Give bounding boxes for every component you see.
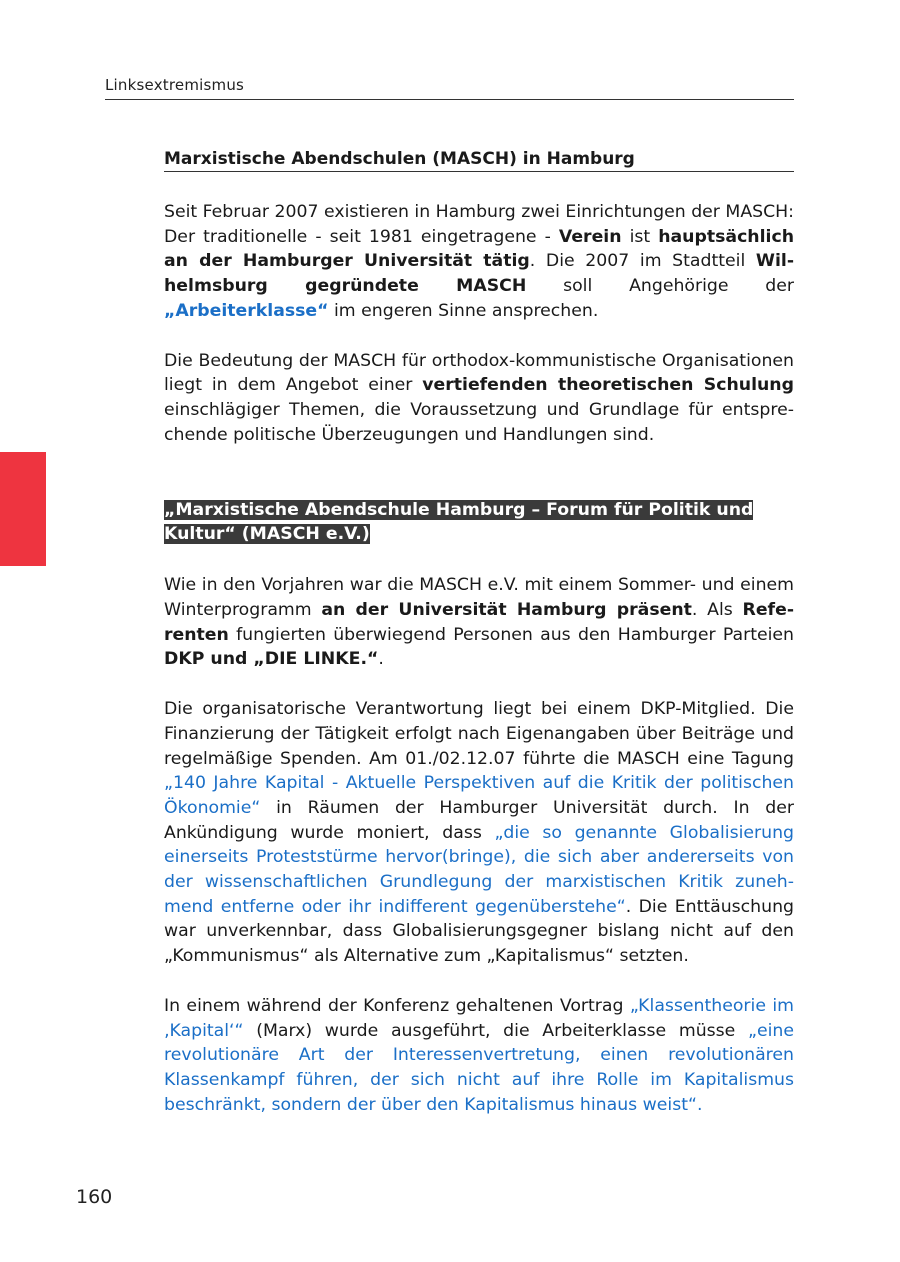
text-run: in Räumen der Hamburger Universität durch. In der Ankündigung wurde moniert, dass [164, 797, 794, 843]
running-header: Linksextremismus [105, 76, 794, 100]
text-run: . Als [691, 600, 743, 621]
bold-run: Wilhelmsburg gegründete MASCH [164, 251, 794, 297]
bold-run: DKP und „DIE LINKE.“ [164, 649, 379, 670]
text-run: Wie in den Vorjahren war die MASCH e.V. mit einem Sommer- und einem Winterprogramm [164, 575, 794, 621]
text-run: . Die 2007 im Stadtteil [529, 251, 756, 272]
text-run: . [378, 649, 384, 670]
text-run: (Marx) wurde ausgeführt, die Arbeiterklasse müsse [243, 1020, 749, 1041]
paragraph-1 [164, 200, 794, 324]
page-number: 160 [76, 1186, 113, 1208]
text-run: fungierten überwiegend Personen aus den Hamburger Parteien [228, 624, 794, 645]
section-title: Marxistische Abendschulen (MASCH) in Hamburg [164, 148, 794, 172]
quote-run: „Arbeiterklasse“ [164, 300, 329, 321]
paragraph-3 [164, 573, 794, 672]
paragraph-4 [164, 697, 794, 969]
bold-run: Referenten [164, 600, 794, 645]
text-run: Die organisatorische Verantwortung liegt bei einem DKP-Mitglied. Die Finanzierung der Tätigkeit erfolgt nach Eigenangaben über Beiträge und regelmäßige Spenden. Am 01./02.12.07 führte die MASCH eine Tagung [164, 699, 794, 769]
text-run: Die Bedeutung der MASCH für orthodox-kommunistische Organisationen liegt in dem Angebot einer [164, 350, 794, 396]
quote-run: „die so genannte Globalisierung einerseits Proteststürme hervor(bringe), die sich aber andererseits von der wissenschaftlichen Grundlegung der marxistischen Kritik zunehmend entferne oder ihr indifferent gegenüberstehe“ [164, 822, 794, 917]
text-run: In einem während der Konferenz gehaltenen Vortrag [164, 995, 630, 1016]
highlighted-subtitle [164, 498, 794, 546]
highlighted-subtitle-text: „Marxistische Abendschule Hamburg – Forum für Politik und Kultur“ (MASCH e.V.) [164, 500, 754, 545]
paragraph-5 [164, 994, 794, 1118]
bold-run: an der Universität Hamburg präsent [321, 600, 692, 621]
quote-run: „eine revolutionäre Art der Interessenvertretung, einen revolutionären Klassenkampf führen, der sich nicht auf ihre Rolle im Kapitalismus beschränkt, sondern der über den Kapitalismus hinaus weist“. [164, 1020, 794, 1115]
text-run: einschlägiger Themen, die Voraussetzung und Grundlage für entsprechende politische Überzeugungen und Handlungen sind. [164, 399, 794, 445]
quote-run: „Klassentheorie im ‚Kapital‘“ [164, 995, 794, 1041]
text-run: ist [621, 226, 659, 247]
chapter-tab-marker [0, 452, 46, 566]
text-run: soll Angehörige der [526, 276, 794, 297]
text-run: im engeren Sinne ansprechen. [328, 300, 599, 321]
text-run: . Die Enttäuschung war unverkennbar, dass Globalisierungsgegner bislang nicht auf den „Kommunismus“ als Alternative zum „Kapitalismus“ setzten. [164, 896, 794, 967]
bold-run: vertiefenden theoretischen Schulung [422, 375, 794, 396]
text-run: Seit Februar 2007 existieren in Hamburg zwei Einrichtungen der MASCH: Der traditionelle - seit 1981 eingetragene - [164, 202, 794, 247]
main-content [164, 148, 794, 1117]
bold-run: Verein [558, 226, 622, 247]
quote-run: „140 Jahre Kapital - Aktuelle Perspektiven auf die Kritik der politischen Ökonomie“ [164, 773, 794, 818]
paragraph-2 [164, 349, 794, 448]
bold-run: hauptsächlich an der Hamburger Universität tätig [164, 226, 795, 272]
